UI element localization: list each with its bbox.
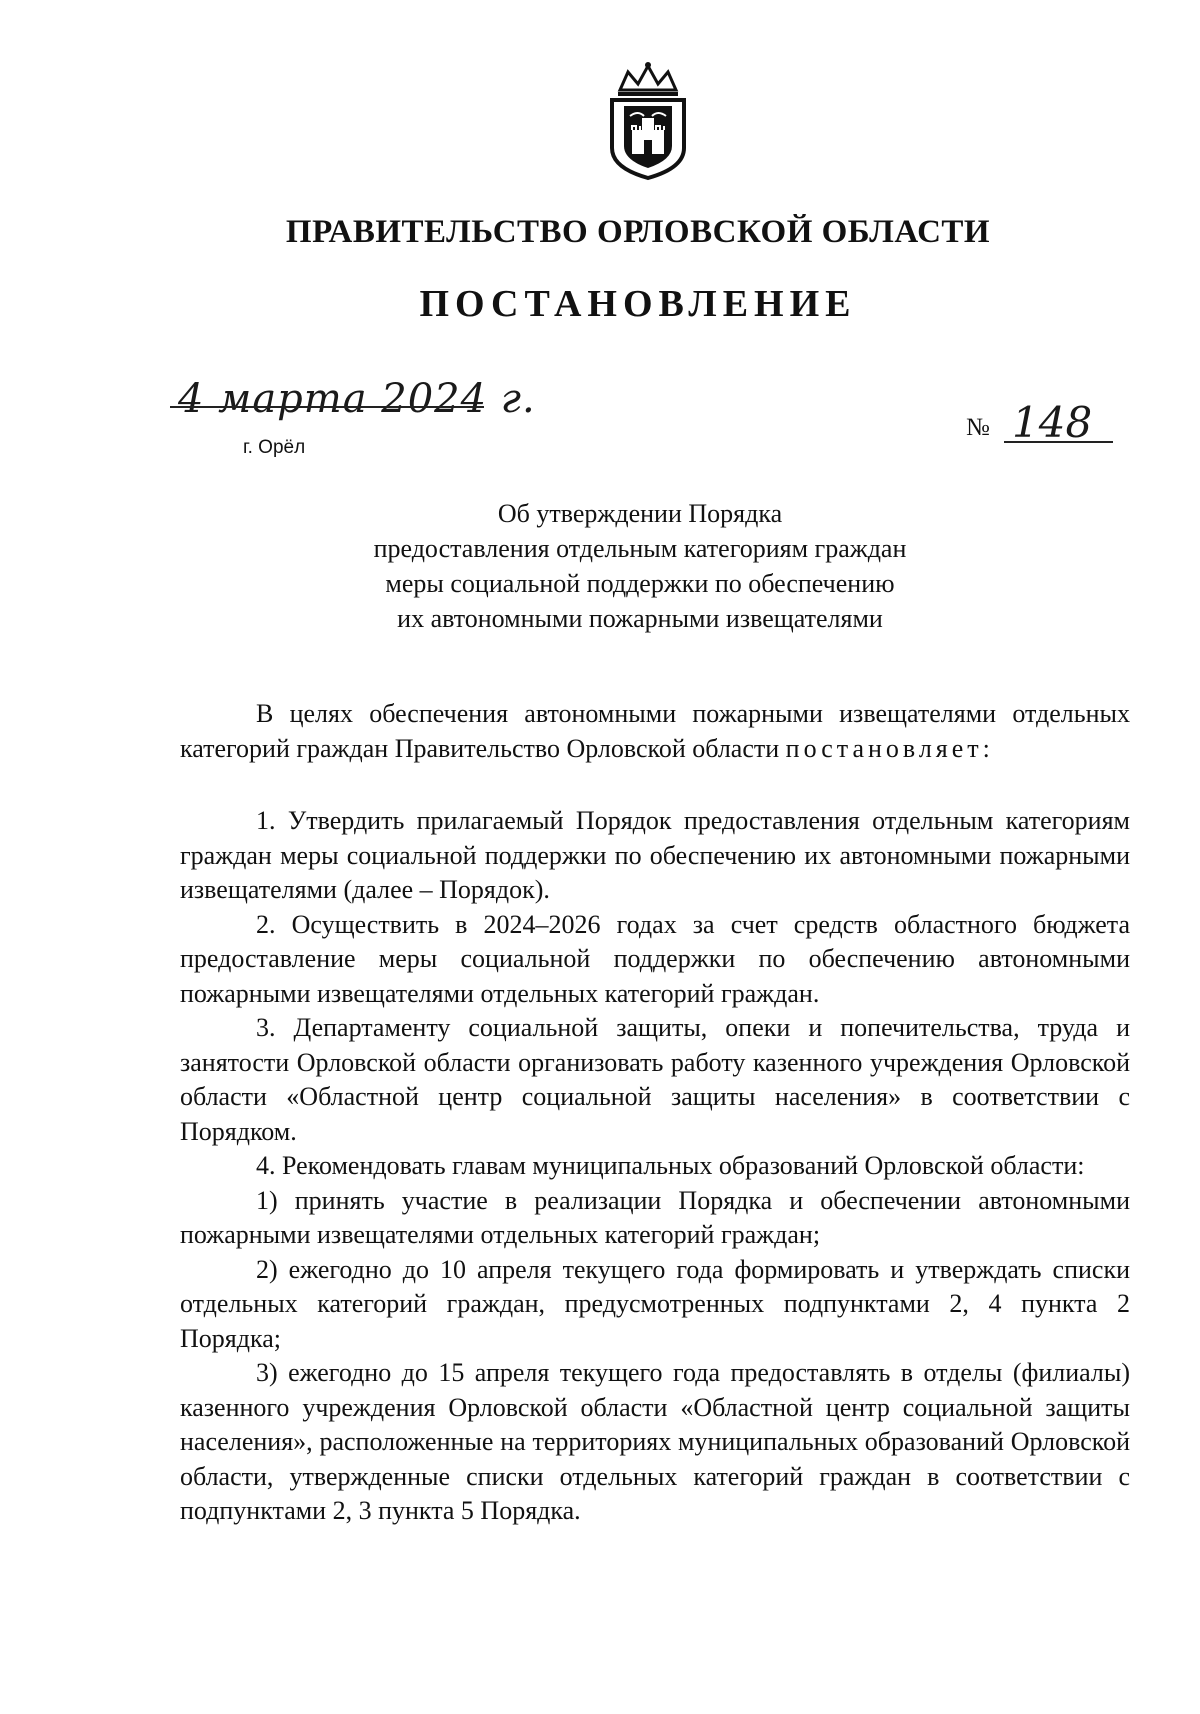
subject-line: меры социальной поддержки по обеспечению [385,569,895,598]
subclause-4-3: 3) ежегодно до 15 апреля текущего года предоставлять в отделы (филиалы) казенного учреждения Орловской области «Областной центр социальной защиты населения», расположенные на территориях муниципальных образований Орловской области, утвержденные списки отдельных категорий граждан в соответствии с подпунктами 2, 3 пункта 5 Порядка. [180,1358,1130,1525]
government-name: ПРАВИТЕЛЬСТВО ОРЛОВСКОЙ ОБЛАСТИ [285,214,991,250]
subject-line: предоставления отдельным категориям граждан [373,534,907,563]
clause-1: 1. Утвердить прилагаемый Порядок предоставления отдельным категориям граждан меры социальной поддержки по обеспечению их автономными пожарными извещателями (далее – Порядок). [180,806,1130,904]
clause-2: 2. Осуществить в 2024–2026 годах за счет средств областного бюджета предоставление меры социальной поддержки по обеспечению автономными пожарными извещателями отдельных категорий граждан. [180,909,1130,1008]
clause-3: 3. Департаменту социальной защиты, опеки и попечительства, труда и занятости Орловской области организовать работу казенного учреждения Орловской области «Областной центр социальной защиты населения» в соответствии с Порядком. [180,1013,1130,1146]
date-underline [170,406,484,408]
subclause-4-2: 2) ежегодно до 10 апреля текущего года формировать и утверждать списки отдельных категорий граждан, предусмотренных подпунктами 2, 4 пункта 2 Порядка; [180,1254,1130,1353]
resolves-word: постановляет: [785,733,994,763]
document-body [180,697,1130,1529]
clause-4: 4. Рекомендовать главам муниципальных образований Орловской области: [256,1151,1085,1180]
document-number: 148 [1012,398,1093,447]
subject-line: Об утверждении Порядка [497,499,783,528]
preamble-text: В целях обеспечения автономными пожарными извещателями отдельных категорий граждан Правительство Орловской области [180,699,1130,763]
subclause-4-1: 1) принять участие в реализации Порядка и обеспечении автономными пожарными извещателями отдельных категорий граждан; [180,1185,1130,1249]
number-underline [1004,441,1113,443]
coat-of-arms-icon [600,60,696,182]
city-label: г. Орёл [243,437,306,458]
document-subject [300,496,980,636]
document-type: ПОСТАНОВЛЕНИЕ [419,283,857,325]
preamble-paragraph [180,697,1130,766]
document-date: 4 марта 2024 г. [178,376,536,422]
subject-line: их автономными пожарными извещателями [397,604,883,633]
number-label: № [966,414,990,441]
